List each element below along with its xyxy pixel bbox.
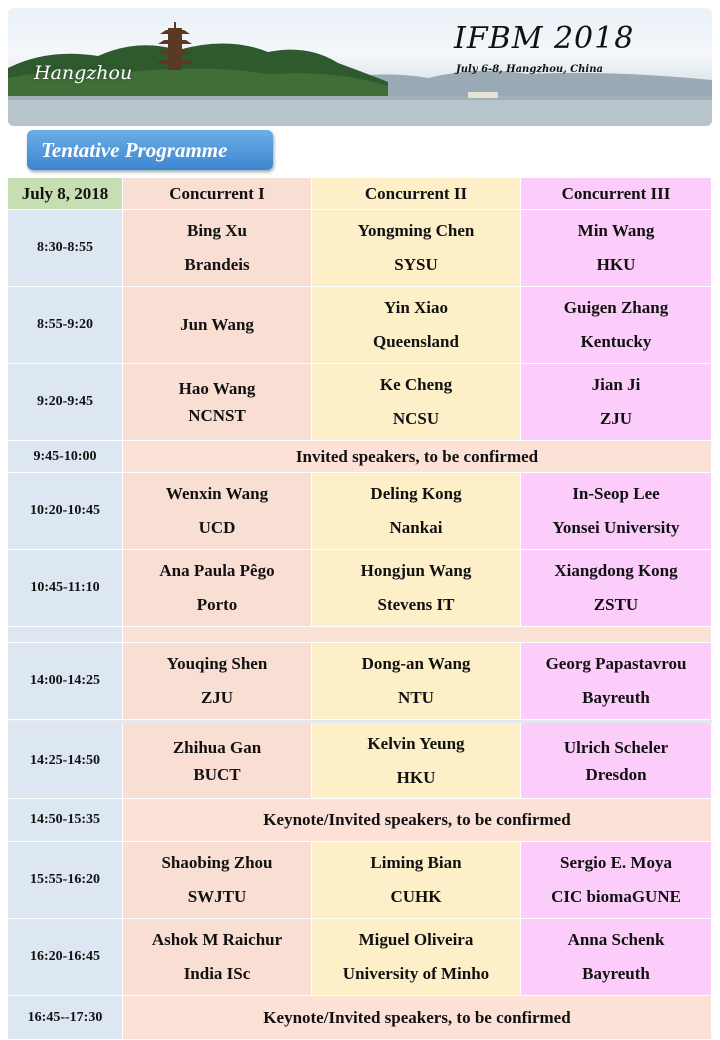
speaker-affiliation: Brandeis xyxy=(184,255,250,274)
speaker-affiliation: Kentucky xyxy=(580,332,652,351)
time-cell: 14:50-15:35 xyxy=(8,799,123,842)
speaker-affiliation: HKU xyxy=(596,255,636,274)
speaker-name: Kelvin Yeung xyxy=(367,733,465,753)
talk-cell xyxy=(123,842,312,919)
speaker-name: Ana Paula Pêgo xyxy=(159,561,275,580)
time-cell: 15:55-16:20 xyxy=(8,842,123,919)
column-header-2: Concurrent II xyxy=(312,178,521,210)
programme-label: Tentative Programme xyxy=(27,130,273,170)
talk-cell xyxy=(521,919,712,996)
speaker-affiliation: HKU xyxy=(396,767,436,787)
time-cell: 10:20-10:45 xyxy=(8,473,123,550)
speaker-name: Georg Papastavrou xyxy=(545,654,687,673)
speaker-affiliation: SYSU xyxy=(394,255,438,274)
speaker-name: Jian Ji xyxy=(591,375,641,394)
column-header-3: Concurrent III xyxy=(521,178,712,210)
city-label: Hangzhou xyxy=(34,62,133,84)
speaker-name: Xiangdong Kong xyxy=(554,561,678,580)
talk-cell xyxy=(123,287,312,364)
speaker-affiliation: University of Minho xyxy=(342,964,490,983)
talk-cell xyxy=(312,550,521,627)
break-row xyxy=(8,627,712,643)
speaker-name: Deling Kong xyxy=(370,484,462,503)
speaker-affiliation: SWJTU xyxy=(187,887,247,906)
time-cell: 16:20-16:45 xyxy=(8,919,123,996)
speaker-name: Yongming Chen xyxy=(357,221,475,240)
talk-cell xyxy=(521,723,712,799)
table-row xyxy=(8,799,712,842)
speaker-affiliation: NCNST xyxy=(188,406,246,425)
time-cell xyxy=(8,627,123,643)
time-cell: 8:55-9:20 xyxy=(8,287,123,364)
speaker-affiliation: NTU xyxy=(398,688,434,707)
speaker-affiliation: ZSTU xyxy=(593,595,639,614)
speaker-affiliation: ZJU xyxy=(599,409,633,428)
talk-cell xyxy=(123,643,312,720)
speaker-name: Guigen Zhang xyxy=(563,298,669,317)
talk-cell xyxy=(123,473,312,550)
conference-subtitle: July 6-8, Hangzhou, China xyxy=(456,64,603,75)
speaker-name: Wenxin Wang xyxy=(165,484,269,503)
talk-cell xyxy=(521,550,712,627)
time-cell: 14:00-14:25 xyxy=(8,643,123,720)
speaker-affiliation: Nankai xyxy=(389,518,443,537)
table-row xyxy=(8,210,712,287)
talk-cell xyxy=(123,919,312,996)
speaker-affiliation: UCD xyxy=(198,518,236,537)
date-cell: July 8, 2018 xyxy=(8,178,123,210)
table-row xyxy=(8,364,712,441)
time-cell: 9:45-10:00 xyxy=(8,441,123,473)
time-cell: 8:30-8:55 xyxy=(8,210,123,287)
speaker-name: Ashok M Raichur xyxy=(151,930,283,949)
speaker-affiliation: ZJU xyxy=(200,688,234,707)
column-header-1: Concurrent I xyxy=(123,178,312,210)
table-row xyxy=(8,996,712,1040)
speaker-name: Dong-an Wang xyxy=(361,654,471,673)
speaker-name: Jun Wang xyxy=(180,315,254,334)
talk-cell xyxy=(521,210,712,287)
table-header-row xyxy=(8,178,712,210)
talk-cell xyxy=(521,643,712,720)
speaker-affiliation: Yonsei University xyxy=(552,518,680,537)
speaker-name: In-Seop Lee xyxy=(572,484,660,503)
table-row xyxy=(8,842,712,919)
table-row xyxy=(8,473,712,550)
speaker-affiliation: Queensland xyxy=(373,332,459,351)
speaker-name: Anna Schenk xyxy=(567,930,665,949)
pagoda-icon xyxy=(156,22,194,70)
speaker-name: Min Wang xyxy=(577,221,655,240)
speaker-affiliation: Bayreuth xyxy=(582,688,650,707)
speaker-name: Liming Bian xyxy=(370,853,462,872)
session-note: Keynote/Invited speakers, to be confirmed xyxy=(123,996,712,1040)
speaker-name: Youqing Shen xyxy=(166,654,268,673)
talk-cell xyxy=(312,842,521,919)
talk-cell xyxy=(123,364,312,441)
speaker-affiliation: NCSU xyxy=(392,409,440,428)
talk-cell xyxy=(312,919,521,996)
table-row xyxy=(8,643,712,720)
speaker-name: Shaobing Zhou xyxy=(161,853,273,872)
talk-cell xyxy=(521,364,712,441)
table-row xyxy=(8,441,712,473)
speaker-affiliation: Bayreuth xyxy=(582,964,650,983)
session-note: Invited speakers, to be confirmed xyxy=(123,441,712,473)
session-note: Keynote/Invited speakers, to be confirmed xyxy=(123,799,712,842)
speaker-name: Hongjun Wang xyxy=(360,561,472,580)
table-row xyxy=(8,287,712,364)
table-row xyxy=(8,550,712,627)
talk-cell xyxy=(312,643,521,720)
time-cell: 10:45-11:10 xyxy=(8,550,123,627)
time-cell: 14:25-14:50 xyxy=(8,723,123,799)
time-cell: 16:45--17:30 xyxy=(8,996,123,1040)
talk-cell xyxy=(123,723,312,799)
speaker-name: Hao Wang xyxy=(178,379,256,398)
speaker-name: Bing Xu xyxy=(187,221,247,240)
table-row xyxy=(8,919,712,996)
speaker-affiliation: BUCT xyxy=(193,764,241,784)
talk-cell xyxy=(312,723,521,799)
talk-cell xyxy=(312,473,521,550)
speaker-affiliation: CIC biomaGUNE xyxy=(551,887,681,906)
talk-cell xyxy=(521,842,712,919)
speaker-name: Ke Cheng xyxy=(379,375,453,394)
speaker-name: Ulrich Scheler xyxy=(563,737,669,757)
speaker-name: Yin Xiao xyxy=(383,298,449,317)
speaker-affiliation: India ISc xyxy=(183,964,251,983)
programme-table xyxy=(8,178,712,1040)
speaker-name: Sergio E. Moya xyxy=(560,853,672,872)
talk-cell xyxy=(123,210,312,287)
speaker-name: Miguel Oliveira xyxy=(358,930,474,949)
talk-cell xyxy=(521,473,712,550)
talk-cell xyxy=(312,287,521,364)
speaker-affiliation: Stevens IT xyxy=(377,595,455,614)
talk-cell xyxy=(312,364,521,441)
speaker-affiliation: CUHK xyxy=(390,887,442,906)
talk-cell xyxy=(123,550,312,627)
break-cell xyxy=(123,627,712,643)
talk-cell xyxy=(312,210,521,287)
speaker-name: Zhihua Gan xyxy=(172,737,262,757)
conference-title: IFBM 2018 xyxy=(454,21,635,56)
speaker-affiliation: Dresdon xyxy=(585,764,647,784)
time-cell: 9:20-9:45 xyxy=(8,364,123,441)
header-banner xyxy=(8,8,712,126)
talk-cell xyxy=(521,287,712,364)
table-row xyxy=(8,723,712,799)
speaker-affiliation: Porto xyxy=(196,595,238,614)
